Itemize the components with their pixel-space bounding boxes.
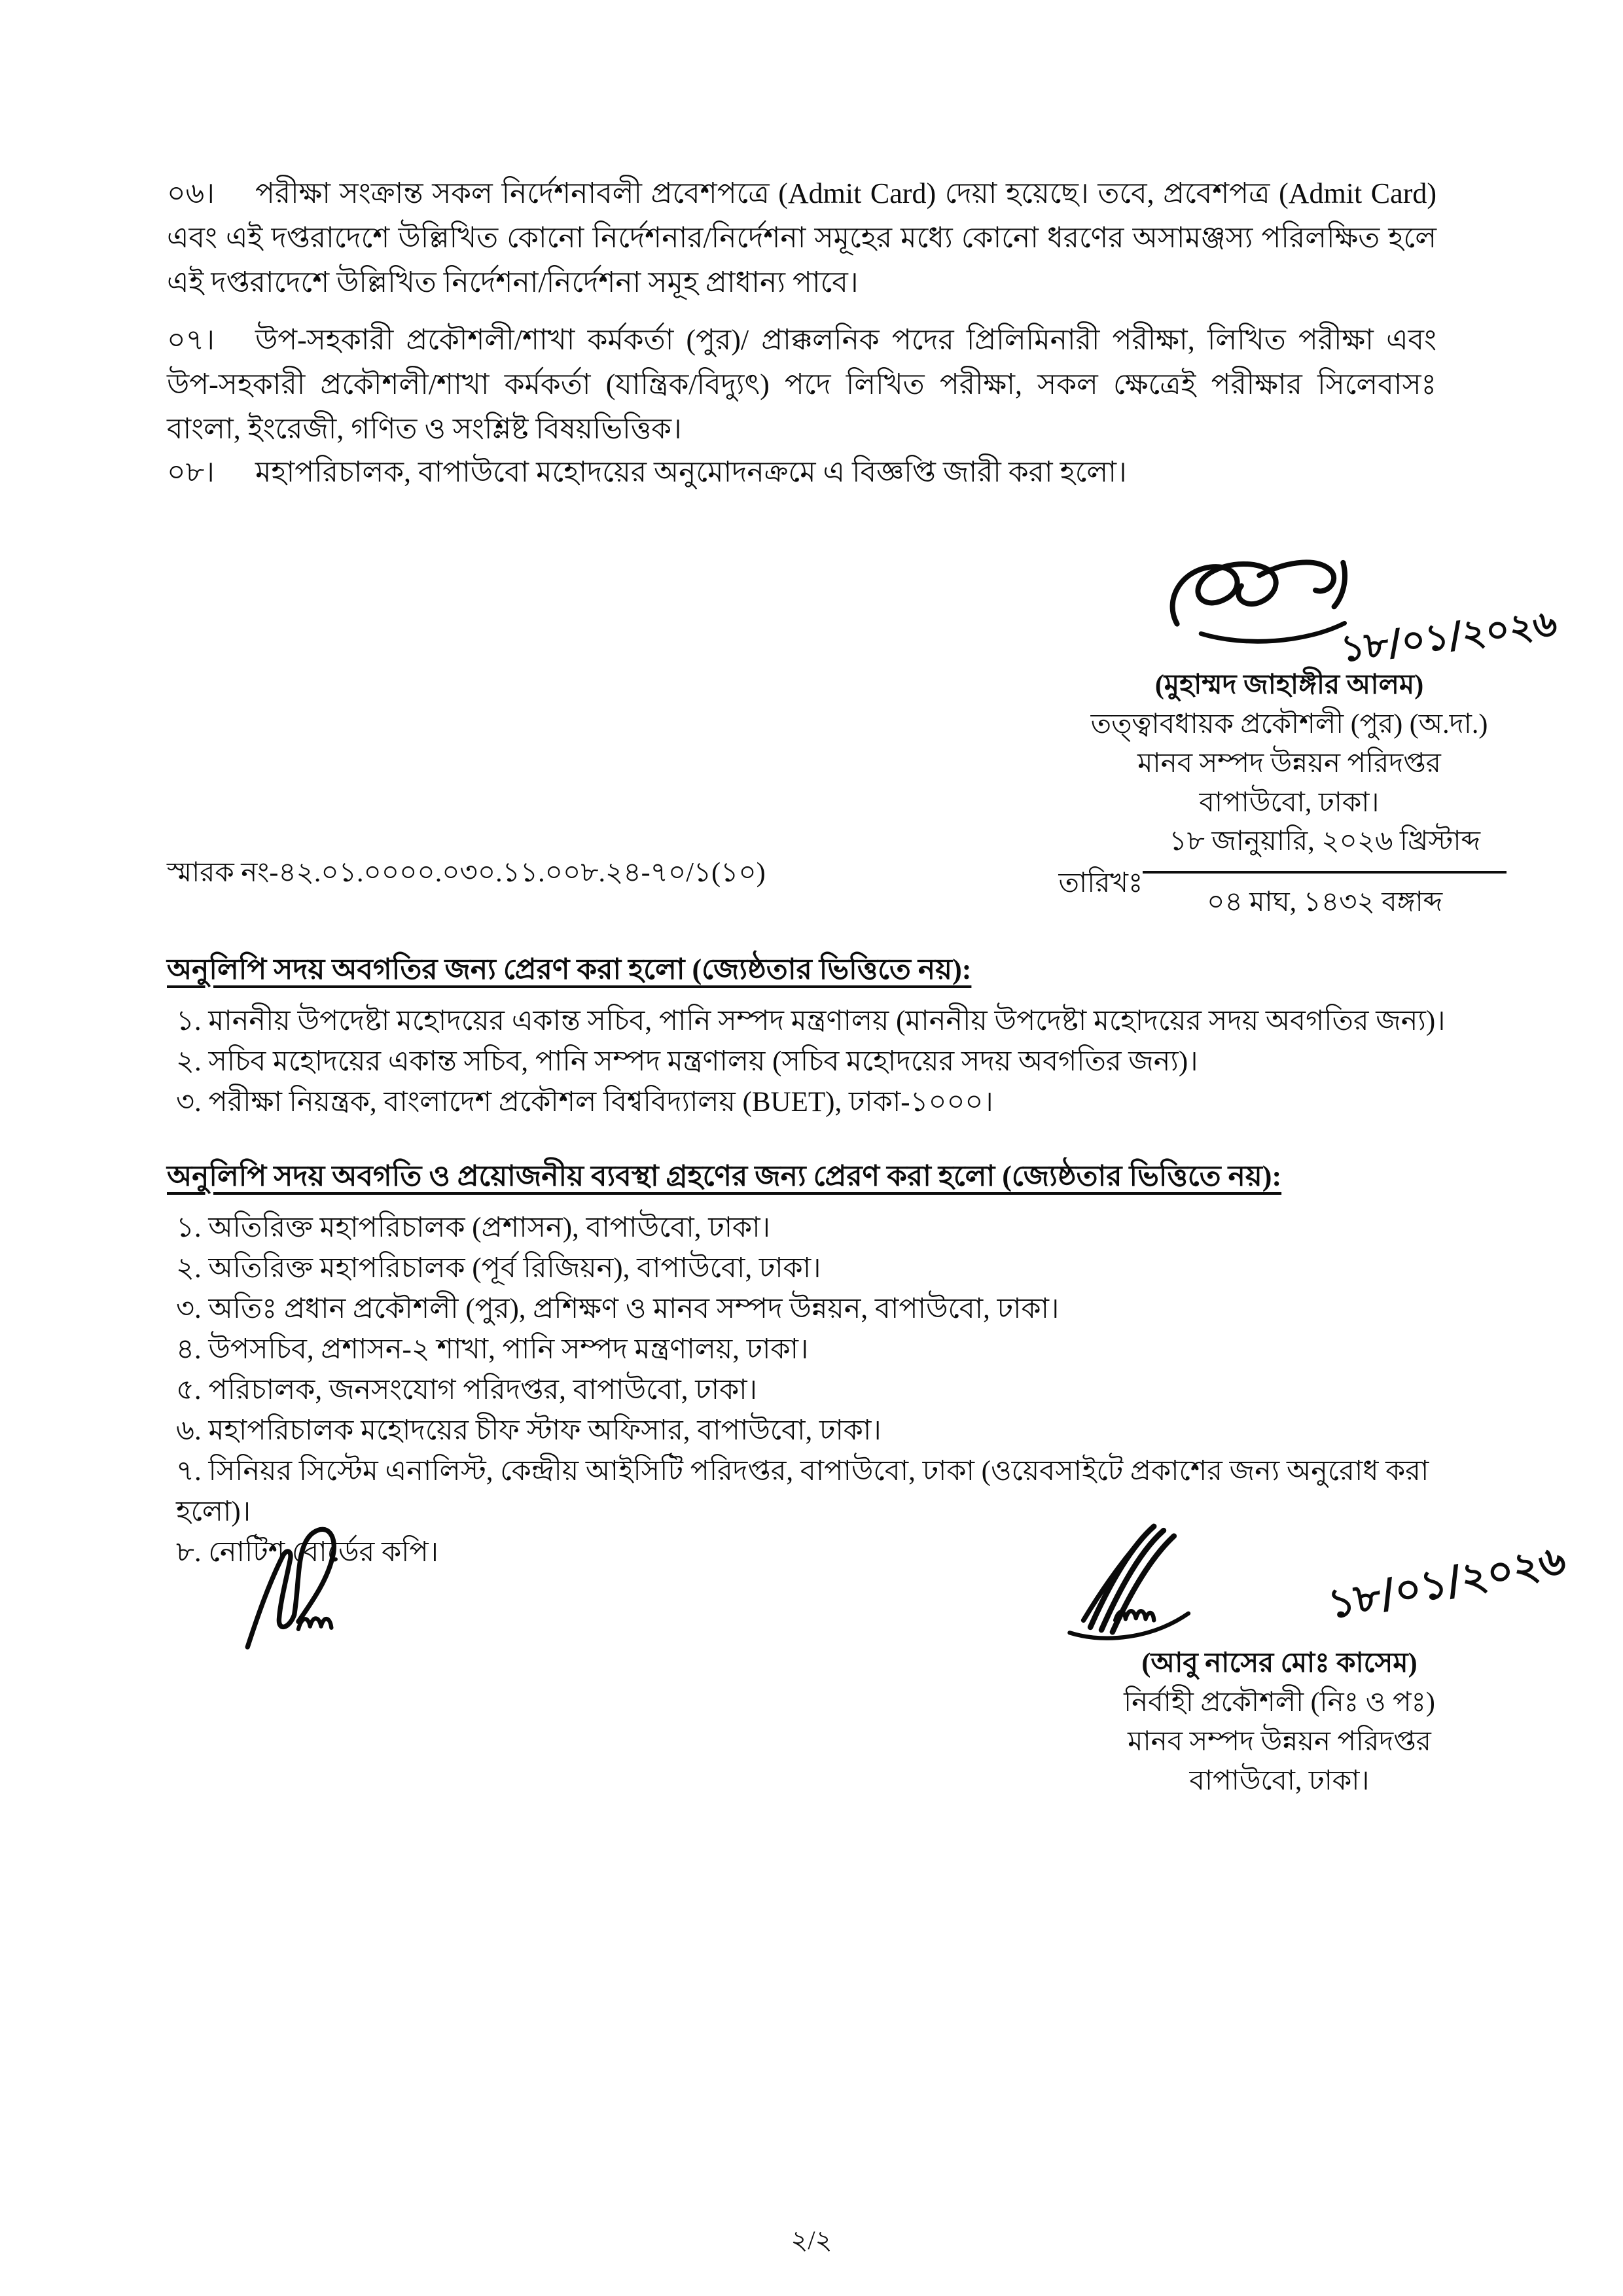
memo-date-label: তারিখঃ bbox=[1058, 868, 1143, 898]
memo-date-gregorian: ১৮ জানুয়ারি, ২০২৬ খ্রিস্টাব্দ bbox=[1143, 819, 1507, 874]
paragraph-07-number: ০৭। bbox=[167, 324, 215, 356]
handwritten-date-top: ১৮/০১/২০২৬ bbox=[1338, 602, 1560, 671]
copy-section-2-item: ৭. সিনিয়র সিস্টেম এনালিস্ট, কেন্দ্রীয় আইসিটি পরিদপ্তর, বাপাউবো, ঢাকা (ওয়েবসাইটে প্রকাশের জন্য অনুরোধ করা হলো)। bbox=[176, 1456, 1429, 1527]
paragraph-06 bbox=[167, 171, 1436, 305]
paragraph-07 bbox=[167, 318, 1436, 451]
copy-section-1-heading: অনুলিপি সদয় অবগতির জন্য প্রেরণ করা হলো (জ্যেষ্ঠতার ভিত্তিতে নয়): bbox=[167, 953, 972, 985]
signatory-top-department: মানব সম্পদ উন্নয়ন পরিদপ্তর bbox=[1137, 749, 1441, 779]
memo-date-fraction bbox=[1143, 819, 1507, 927]
copy-section-2-item: ৬. মহাপরিচালক মহোদয়ের চীফ স্টাফ অফিসার, বাপাউবো, ঢাকা। bbox=[176, 1415, 882, 1446]
signatory-bottom-organization: বাপাউবো, ঢাকা। bbox=[1189, 1766, 1370, 1796]
signatory-bottom-name: (আবু নাসের মোঃ কাসেম) bbox=[1141, 1648, 1418, 1678]
signatory-top-organization: বাপাউবো, ঢাকা। bbox=[1199, 788, 1380, 818]
copy-section-2-item: ২. অতিরিক্ত মহাপরিচালক (পূর্ব রিজিয়ন), বাপাউবো, ঢাকা। bbox=[176, 1253, 821, 1284]
copy-section-2-item: ৪. উপসচিব, প্রশাসন-২ শাখা, পানি সম্পদ মন্ত্রণালয়, ঢাকা। bbox=[176, 1334, 809, 1365]
handwritten-date-bottom: ১৮/০১/২০২৬ bbox=[1324, 1535, 1570, 1629]
paragraph-08-text: মহাপরিচালক, বাপাউবো মহোদয়ের অনুমোদনক্রমে এ বিজ্ঞপ্তি জারী করা হলো। bbox=[255, 456, 1127, 488]
initials-scribble-icon bbox=[230, 1525, 368, 1655]
paragraph-07-text: উপ-সহকারী প্রকৌশলী/শাখা কর্মকর্তা (পুর)/ প্রাক্কলনিক পদের প্রিলিমিনারী পরীক্ষা, লিখিত পরীক্ষা এবং উপ-সহকারী প্রকৌশলী/শাখা কর্মকর্তা (যান্ত্রিক/বিদ্যুৎ) পদে লিখিত পরীক্ষা, সকল ক্ষেত্রেই পরীক্ষার সিলেবাসঃ বাংলা, ইংরেজী, গণিত ও সংশ্লিষ্ট বিষয়ভিত্তিক। bbox=[167, 324, 1436, 445]
copy-section-2-item: ১. অতিরিক্ত মহাপরিচালক (প্রশাসন), বাপাউবো, ঢাকা। bbox=[176, 1212, 770, 1243]
memo-date bbox=[1059, 819, 1507, 927]
signatory-top-name: (মুহাম্মদ জাহাঙ্গীর আলম) bbox=[1154, 670, 1424, 700]
copy-section-1-item: ৩. পরীক্ষা নিয়ন্ত্রক, বাংলাদেশ প্রকৌশল বিশ্ববিদ্যালয় (BUET), ঢাকা-১০০০। bbox=[176, 1087, 993, 1118]
paragraph-08-number: ০৮। bbox=[167, 456, 215, 488]
copy-section-1 bbox=[167, 950, 1476, 1123]
paragraph-06-text: পরীক্ষা সংক্রান্ত সকল নির্দেশনাবলী প্রবেশপত্রে (Admit Card) দেয়া হয়েছে। তবে, প্রবেশপত্র (Admit Card) এবং এই দপ্তরাদেশে উল্লিখিত কোনো নির্দেশনার/নির্দেশনা সমূহের মধ্যে কোনো ধরণের অসামঞ্জস্য পরিলক্ষিত হলে এই দপ্তরাদেশে উল্লিখিত নির্দেশনা/নির্দেশনা সমূহ প্রাধান্য পাবে। bbox=[167, 177, 1436, 298]
page-number: ২/২ bbox=[791, 2225, 832, 2255]
signatory-bottom-department: মানব সম্পদ উন্নয়ন পরিদপ্তর bbox=[1128, 1727, 1431, 1757]
signature-scribble-bottom-icon bbox=[1044, 1517, 1234, 1641]
memo-date-bengali: ০৪ মাঘ, ১৪৩২ বঙ্গাব্দ bbox=[1207, 887, 1443, 917]
memo-number: স্মারক নং-৪২.০১.০০০০.০৩০.১১.০০৮.২৪-৭০/১(১০) bbox=[167, 858, 766, 888]
paragraph-08 bbox=[167, 450, 1436, 495]
signatory-top-title: তত্ত্বাবধায়ক প্রকৌশলী (পুর) (অ.দা.) bbox=[1090, 709, 1488, 739]
copy-section-2 bbox=[167, 1157, 1476, 1573]
copy-section-2-item: ৩. অতিঃ প্রধান প্রকৌশলী (পুর), প্রশিক্ষণ ও মানব সম্পদ উন্নয়ন, বাপাউবো, ঢাকা। bbox=[176, 1294, 1060, 1324]
signature-block-bottom bbox=[1018, 1517, 1570, 1801]
signatory-bottom-title: নির্বাহী প্রকৌশলী (নিঃ ও পঃ) bbox=[1124, 1687, 1435, 1718]
copy-section-2-item: ৮. নোটিশ বোর্ডের কপি। bbox=[176, 1537, 439, 1568]
initials-left bbox=[230, 1525, 368, 1659]
copy-section-2-heading: অনুলিপি সদয় অবগতি ও প্রয়োজনীয় ব্যবস্থা গ্রহণের জন্য প্রেরণ করা হলো (জ্যেষ্ঠতার ভিত্তিতে নয়): bbox=[167, 1160, 1282, 1192]
copy-section-1-item: ১. মাননীয় উপদেষ্টা মহোদয়ের একান্ত সচিব, পানি সম্পদ মন্ত্রণালয় (মাননীয় উপদেষ্টা মহোদয়ের সদয় অবগতির জন্য)। bbox=[176, 1006, 1446, 1036]
copy-section-2-item: ৫. পরিচালক, জনসংযোগ পরিদপ্তর, বাপাউবো, ঢাকা। bbox=[176, 1375, 758, 1405]
copy-section-1-item: ২. সচিব মহোদয়ের একান্ত সচিব, পানি সম্পদ মন্ত্রণালয় (সচিব মহোদয়ের সদয় অবগতির জন্য)। bbox=[176, 1046, 1198, 1077]
signature-block-top bbox=[1041, 553, 1560, 822]
paragraph-06-number: ০৬। bbox=[167, 177, 215, 209]
